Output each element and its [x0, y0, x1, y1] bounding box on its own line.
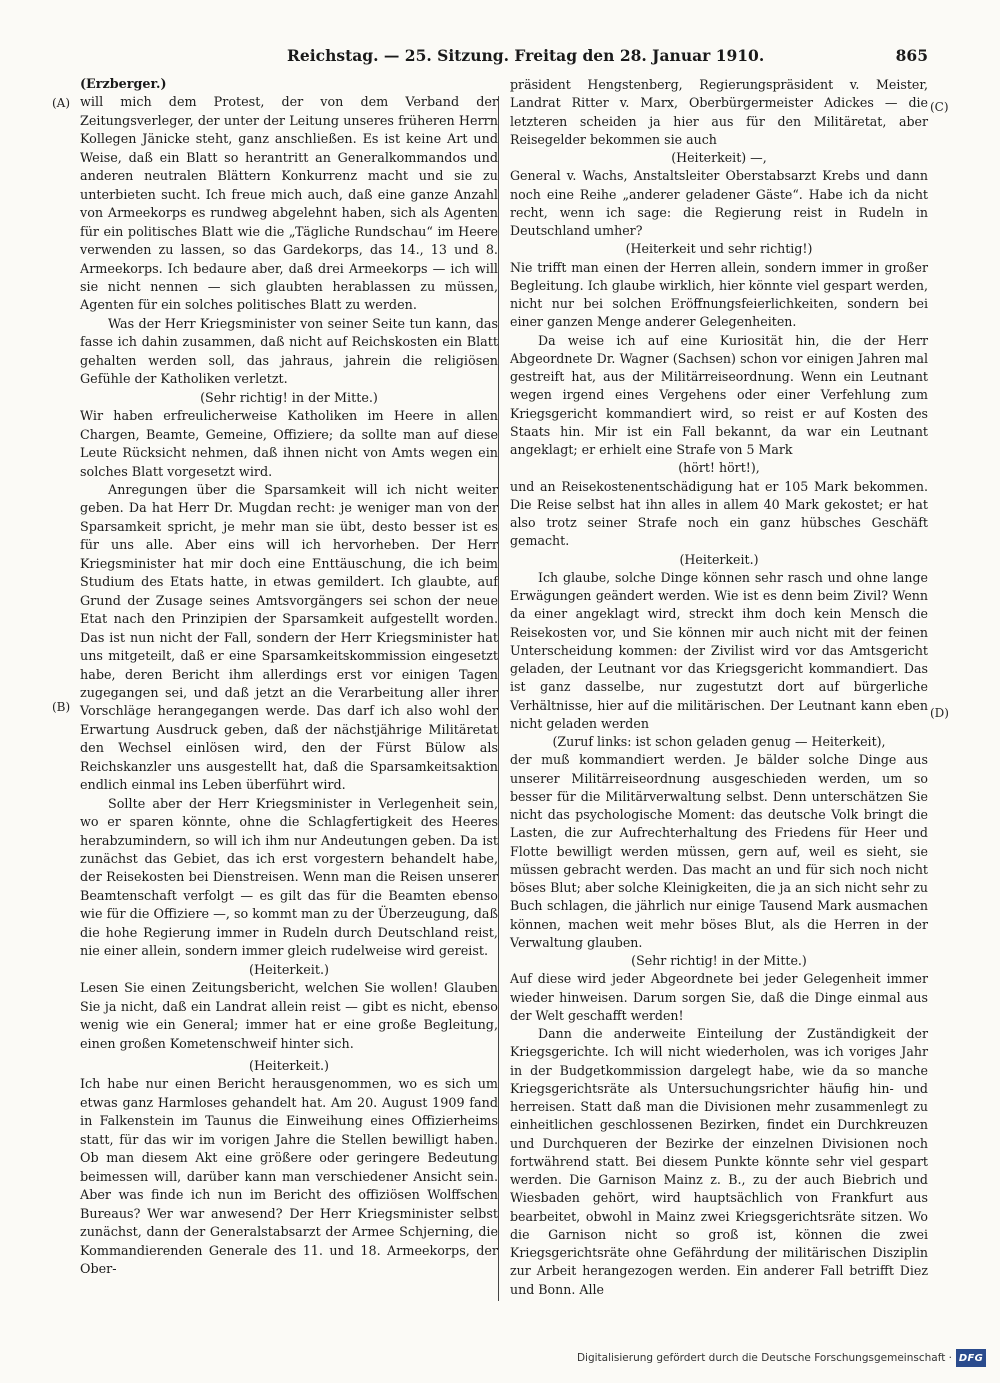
paragraph: General v. Wachs, Anstaltsleiter Oberstabsarzt Krebs und dann noch eine Reihe „anderer geladener Gäste“. Habe ich da nicht recht, wenn ich sage: die Regierung reist in Rudeln in Deutschland umher? — [510, 168, 928, 238]
paragraph: Ich habe nur einen Bericht herausgenommen, wo es sich um etwas ganz Harmloses gehandelt hat. Am 20. August 1909 fand in Falkenstein im Taunus die Einweihung eines Offizierheims statt, für das wir im vorigen Jahre die Stellen bewilligt haben. Ob man diesem Akt eine größere oder geringere Bedeutung beimessen will, darüber kann man verschiedener Ansicht sein. Aber was finde ich nun im Bericht des offiziösen Wolffschen Bureaus? Wer war anwesend? Der Herr Kriegsminister selbst zunächst, dann der Generalstabsarzt der Armee Schjerning, die Kommandierenden Generale des 11. und 18. Armeekorps, der Ober- — [80, 1077, 498, 1277]
paragraph: präsident Hengstenberg, Regierungspräsident v. Meister, Landrat Ritter v. Marx, Oberbürgermeister Adickes — die letzteren scheiden ja hier aus für den Militäretat, aber Reisegelder bekommen sie auch — [510, 77, 928, 147]
interjection: (Heiterkeit.) — [679, 551, 759, 567]
page-number: 865 — [895, 46, 928, 65]
interjection: (Heiterkeit.) — [249, 1059, 329, 1075]
paragraph: will mich dem Protest, der von dem Verband der Zeitungsverleger, der unter der Leitung unseres früheren Herrn Kollegen Jänicke steht, ganz anschließen. Es ist keine Art und Weise, daß ein Blatt so herantritt an Generalkommandos und anderen neutralen Blättern Konkurrenz macht und sie zu unterbieten sucht. Ich freue mich auch, daß eine ganze Anzahl von Armeekorps es rundweg abgelehnt haben, sich als Agenten für ein politisches Blatt wie die „Tägliche Rundschau“ im Heere verwenden zu lassen, so das Gardekorps, das 14., 13 und 8. Armeekorps. Ich bedaure aber, daß drei Armeekorps — ich will sie nicht nennen — sich glaubten herablassen zu müssen, Agenten für ein solches politisches Blatt zu werden. — [80, 95, 498, 314]
digitization-footer — [577, 1346, 986, 1370]
margin-marker-d: (D) — [930, 706, 949, 720]
paragraph: Wir haben erfreulicherweise Katholiken im Heere in allen Chargen, Beamte, Gemeine, Offiziere; da sollte man auf diese Leute Rücksicht nehmen, daß ihnen nicht von Amts wegen ein solches Blatt vorgesetzt wird. — [80, 409, 498, 480]
running-title: Reichstag. — 25. Sitzung. Freitag den 28. Januar 1910. — [287, 46, 765, 65]
interjection: (Zuruf links: ist schon geladen genug — Heiterkeit), — [552, 734, 886, 749]
margin-marker-a: (A) — [52, 96, 71, 110]
left-column — [80, 76, 498, 1308]
paragraph: Dann die anderweite Einteilung der Zuständigkeit der Kriegsgerichte. Ich will nicht wiederholen, was ich voriges Jahr in der Budgetkommission dargelegt habe, wie da so manche Kriegsgerichtsräte als Untersuchungsrichter häufig hin- und herreisen. Statt daß man die Divisionen mehr zusammenlegt zu einheitlichen geschlossenen Bezirken, findet ein Durchkreuzen und Durchqueren der Bezirke der einzelnen Divisionen noch fortwährend statt. Bei diesem Punkte könnte sehr viel gespart werden. Die Garnison Mainz z. B., zu der auch Biebrich und Wiesbaden gehört, wird hauptsächlich von Frankfurt aus bearbeitet, obwohl in Mainz zwei Kriegsgerichtsräte sitzen. Wo die Garnison nicht so groß ist, können die zwei Kriegsgerichtsräte ohne Gefährdung der militärischen Disziplin zur Arbeit herangezogen werden. Ein anderer Fall betrifft Diez und Bonn. Alle — [510, 1026, 928, 1297]
dfg-logo-icon: DFG — [956, 1349, 986, 1367]
right-column — [510, 76, 928, 1308]
interjection: (Heiterkeit.) — [249, 962, 329, 978]
interjection: (Heiterkeit) —, — [671, 150, 767, 165]
paragraph: Sollte aber der Herr Kriegsminister in Verlegenheit sein, wo er sparen könnte, ohne die Schlagfertigkeit des Heeres herabzumindern, so will ich ihm nur Andeutungen geben. Da ist zunächst das Gebiet, das ich erst vorgestern behandelt habe, der Reisekosten bei Dienstreisen. Wenn man die Reisen unserer Beamtenschaft verfolgt — es gilt das für die Beamten ebenso wie für die Offiziere —, so kommt man zu der Überzeugung, daß die hohe Regierung immer in Rudeln durch Deutschland reist, nie einer allein, sondern immer gleich rudelweise wird gereist. — [80, 796, 498, 960]
paragraph: Da weise ich auf eine Kuriosität hin, die der Herr Abgeordnete Dr. Wagner (Sachsen) schon vor einigen Jahren mal gestreift hat, aus der Militärreiseordnung. Wenn ein Leutnant wegen irgend eines Vergehens oder einer Verfehlung zum Kriegsgericht kommandiert wird, so reist er auf Kosten des Staats hin. Mir ist ein Fall bekannt, da war ein Leutnant angeklagt; er erhielt eine Strafe von 5 Mark — [510, 332, 928, 457]
interjection: (Sehr richtig! in der Mitte.) — [200, 390, 378, 406]
paragraph: Lesen Sie einen Zeitungsbericht, welchen Sie wollen! Glauben Sie ja nicht, daß ein Landrat allein reist — gibt es nicht, ebenso wenig wie ein General; immer hat er eine große Begleitung, einen großen Kometenschweif hinter sich. — [80, 981, 498, 1052]
footer-text: Digitalisierung gefördert durch die Deutsche Forschungsgemeinschaft · — [576, 1352, 952, 1364]
paragraph: Nie trifft man einen der Herren allein, sondern immer in großer Begleitung. Ich glaube wirklich, hier könnte viel gespart werden, nicht nur bei solchen Eröffnungsfeierlichkeiten, sondern bei einer ganzen Menge anderer Gelegenheiten. — [510, 259, 928, 330]
paragraph: der muß kommandiert werden. Je bälder solche Dinge aus unserer Militärreiseordnung ausgeschieden werden, um so besser für die Militärverwaltung selbst. Denn unterschätzen Sie nicht das psychologische Moment: das deutsche Volk bringt die Lasten, die zur Aufrechterhaltung des Friedens für Heer und Flotte bewilligt werden müssen, gern auf, weil es sieht, sie müssen gebracht werden. Das macht an und für sich noch nicht böses Blut; aber solche Kleinigkeiten, die ja an sich nicht sehr zu Buch schlagen, die jährlich nur einige Tausend Mark ausmachen können, machen weit mehr böses Blut, als die Herren in der Verwaltung glauben. — [510, 752, 928, 950]
paragraph: Anregungen über die Sparsamkeit will ich nicht weiter geben. Da hat Herr Dr. Mugdan recht: je weniger man von der Sparsamkeit spricht, je mehr man sie übt, desto besser ist es für uns alle. Aber eins will ich hervorheben. Der Herr Kriegsminister hat mir doch eine Enttäuschung, die ich beim Studium des Etats hatte, in etwas gemildert. Ich glaubte, auf Grund der Zusage seines Amtsvorgängers sei schon der neue Etat nach den Prinzipien der Sparsamkeit aufgestellt worden. Das ist nun nicht der Fall, sondern der Herr Kriegsminister hat uns mitgeteilt, daß er eine Sparsamkeitskommission eingesetzt habe, deren Bericht ihm allerdings erst vor einigen Tagen zugegangen sei, und daß jetzt an die Verarbeitung aller ihrer Vorschläge herangegangen werde. Das darf ich also wohl der Erwartung Ausdruck geben, daß der nächstjährige Militäretat den Wechsel einlösen wird, den der Fürst Bülow als Reichskanzler uns ausgestellt hat, daß die Sparsamkeitsaktion endlich einmal ins Leben überführt wird. — [80, 482, 498, 794]
speaker-label: (Erzberger.) — [80, 77, 167, 92]
margin-marker-c: (C) — [930, 100, 949, 114]
paragraph: Auf diese wird jeder Abgeordnete bei jeder Gelegenheit immer wieder hinweisen. Darum sorgen Sie, daß die Dinge einmal aus der Welt geschafft werden! — [510, 971, 928, 1023]
margin-marker-b: (B) — [52, 700, 71, 714]
paragraph: Was der Herr Kriegsminister von seiner Seite tun kann, das fasse ich dahin zusammen, daß nicht auf Reichskosten ein Blatt gehalten werden soll, das jahraus, jahrein die religiösen Gefühle der Katholiken verletzt. — [80, 316, 498, 388]
interjection: (hört! hört!), — [678, 460, 760, 476]
paragraph: Ich glaube, solche Dinge können sehr rasch und ohne lange Erwägungen geändert werden. Wie ist es denn beim Zivil? Wenn da einer angeklagt wird, streckt ihm doch kein Mensch die Reisekosten vor, und Sie können mir auch nicht mit der feinen Unterscheidung kommen: der Zivilist wird vor das Amtsgericht geladen, der Leutnant vor das Kriegsgericht kommandiert. Das ist ganz dasselbe, nur zugestutzt dort auf bürgerliche Verhältnisse, hier auf die militärischen. Der Leutnant kann eben nicht geladen werden — [510, 569, 928, 731]
interjection: (Heiterkeit und sehr richtig!) — [625, 241, 813, 257]
column-divider — [498, 96, 499, 1301]
page-header — [82, 46, 928, 72]
interjection: (Sehr richtig! in der Mitte.) — [631, 953, 807, 968]
paragraph: und an Reisekostenentschädigung hat er 105 Mark bekommen. Die Reise selbst hat ihn alles in allem 40 Mark gekostet; er hat also trotz seiner Strafe noch ein ganz hübsches Geschäft gemacht. — [510, 478, 928, 549]
